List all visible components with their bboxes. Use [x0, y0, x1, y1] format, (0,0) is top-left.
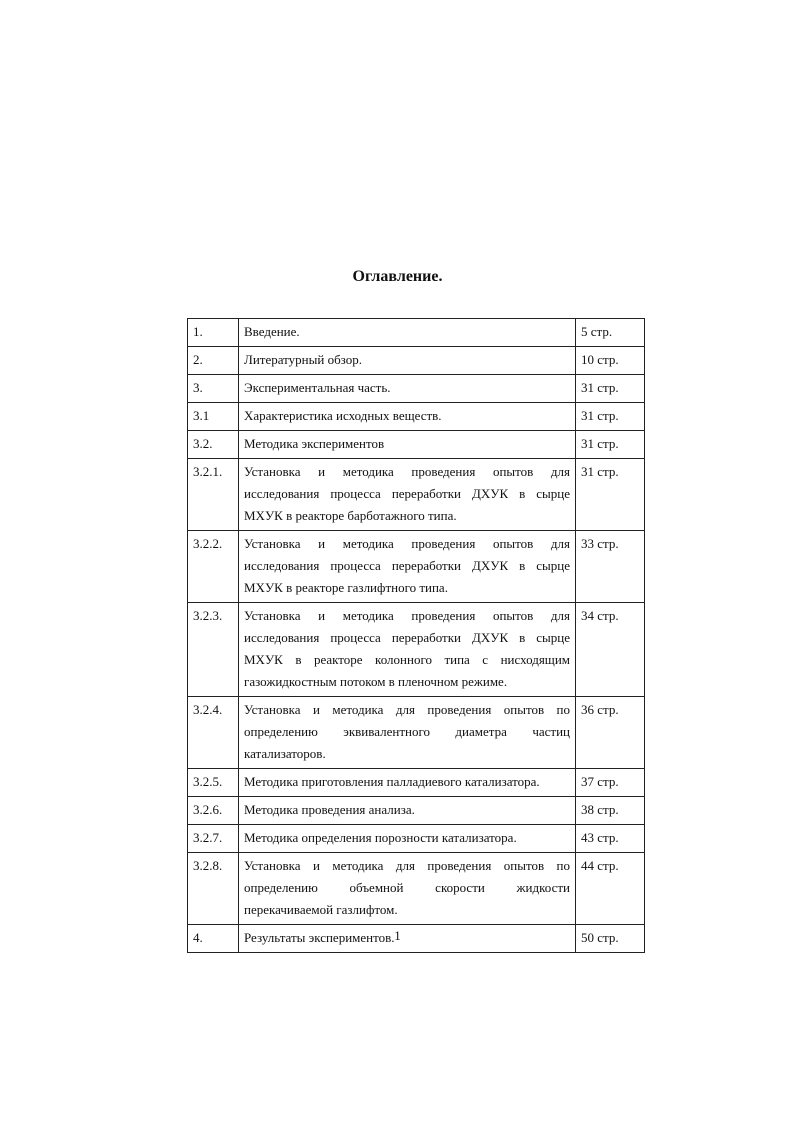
section-number: 3.2.2.	[188, 531, 239, 603]
section-number: 3.	[188, 375, 239, 403]
section-number: 3.2.6.	[188, 797, 239, 825]
section-page: 31 стр.	[576, 403, 645, 431]
table-row	[188, 531, 645, 603]
section-title: Установка и методика для проведения опытов по определению объемной скорости жидкости перекачиваемой газлифтом.	[239, 853, 576, 925]
section-page: 38 стр.	[576, 797, 645, 825]
section-title: Результаты экспериментов.	[239, 925, 576, 953]
section-number: 3.2.4.	[188, 697, 239, 769]
section-title: Характеристика исходных веществ.	[239, 403, 576, 431]
table-row	[188, 825, 645, 853]
section-number: 1.	[188, 319, 239, 347]
section-page: 10 стр.	[576, 347, 645, 375]
section-page: 36 стр.	[576, 697, 645, 769]
section-title: Методика определения порозности катализатора.	[239, 825, 576, 853]
section-title: Установка и методика проведения опытов для исследования процесса переработки ДХУК в сырце МХУК в реакторе барботажного типа.	[239, 459, 576, 531]
page-title: Оглавление.	[352, 268, 443, 285]
section-number: 3.2.	[188, 431, 239, 459]
section-title: Экспериментальная часть.	[239, 375, 576, 403]
section-title: Установка и методика проведения опытов для исследования процесса переработки ДХУК в сырце МХУК в реакторе газлифтного типа.	[239, 531, 576, 603]
table-row	[188, 853, 645, 925]
section-title: Введение.	[239, 319, 576, 347]
table-row	[188, 431, 645, 459]
table-row	[188, 797, 645, 825]
section-page: 37 стр.	[576, 769, 645, 797]
section-page: 33 стр.	[576, 531, 645, 603]
table-row	[188, 697, 645, 769]
table-row	[188, 769, 645, 797]
section-number: 3.1	[188, 403, 239, 431]
section-title: Методика экспериментов	[239, 431, 576, 459]
section-number: 3.2.1.	[188, 459, 239, 531]
table-row	[188, 319, 645, 347]
section-page: 44 стр.	[576, 853, 645, 925]
page-number: 1	[394, 928, 401, 943]
section-number: 4.	[188, 925, 239, 953]
section-title: Установка и методика проведения опытов для исследования процесса переработки ДХУК в сырце МХУК в реакторе колонного типа с нисходящим газожидкостным потоком в пленочном режиме.	[239, 603, 576, 697]
section-title: Литературный обзор.	[239, 347, 576, 375]
table-row	[188, 347, 645, 375]
table-row	[188, 403, 645, 431]
section-number: 2.	[188, 347, 239, 375]
table-row	[188, 459, 645, 531]
section-page: 31 стр.	[576, 431, 645, 459]
section-page: 31 стр.	[576, 375, 645, 403]
table-row	[188, 603, 645, 697]
section-page: 50 стр.	[576, 925, 645, 953]
section-number: 3.2.7.	[188, 825, 239, 853]
section-page: 34 стр.	[576, 603, 645, 697]
section-title: Методика приготовления палладиевого катализатора.	[239, 769, 576, 797]
section-number: 3.2.8.	[188, 853, 239, 925]
section-page: 31 стр.	[576, 459, 645, 531]
section-number: 3.2.3.	[188, 603, 239, 697]
section-title: Методика проведения анализа.	[239, 797, 576, 825]
section-number: 3.2.5.	[188, 769, 239, 797]
section-title: Установка и методика для проведения опытов по определению эквивалентного диаметра частиц катализаторов.	[239, 697, 576, 769]
table-row	[188, 375, 645, 403]
toc-table	[187, 318, 645, 953]
section-page: 5 стр.	[576, 319, 645, 347]
section-page: 43 стр.	[576, 825, 645, 853]
